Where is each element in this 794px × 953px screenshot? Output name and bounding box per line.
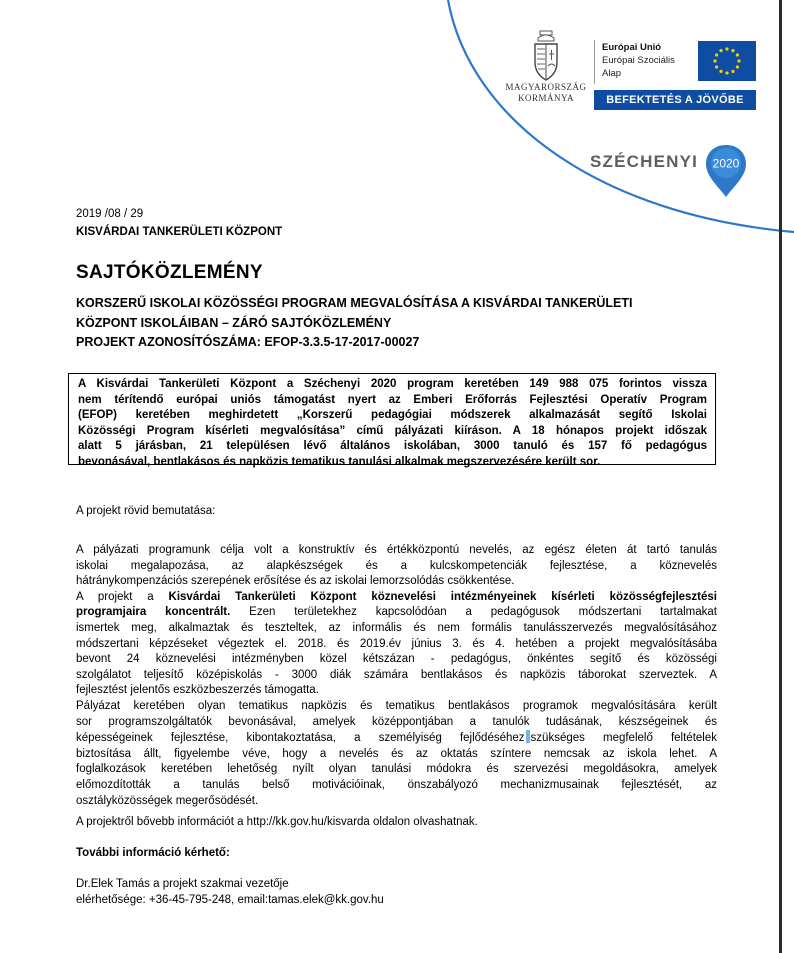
body-line: osztályközösségek megerősödését. xyxy=(76,794,259,807)
summary-line: bevonásával, bentlakásos és napközis tematikus tanulási alkalmak megszervezésére került sor. xyxy=(78,455,601,468)
szechenyi-year: 2020 xyxy=(712,156,740,171)
contact-block xyxy=(76,877,384,908)
eu-logo-block xyxy=(594,40,756,110)
body-line: bevont 24 köznevelési intézményben közel kétszázan - pedagógus, önkéntes segítő és közösségi xyxy=(76,653,717,666)
government-name-line1: MAGYARORSZÁG xyxy=(505,82,587,92)
summary-line: A Kisvárdai Tankerületi Központ a Széchenyi 2020 program keretében 149 988 075 forintos vissza xyxy=(78,378,707,390)
body-line: biztosítása állt, figyelembe véve, hogy a nevelés és az oktatás színtere nemcsak az iskola lehet. A xyxy=(76,747,717,760)
coat-of-arms-icon xyxy=(529,30,563,82)
organization-name: KISVÁRDAI TANKERÜLETI KÖZPONT xyxy=(76,226,283,238)
invest-banner: BEFEKTETÉS A JÖVŐBE xyxy=(594,90,756,110)
document-subtitle xyxy=(76,293,696,333)
summary-line: Közösségi Program kísérleti megvalósítása” című pályázati kiíráson. A 18 hónapos projekt időszak xyxy=(78,424,707,437)
eu-text xyxy=(602,41,675,80)
page-title: SAJTÓKÖZLEMÉNY xyxy=(76,262,263,283)
further-info-heading: További információ kérhető: xyxy=(76,847,230,859)
body-line: fejlesztést jelentős eszközbeszerzés támogatta. xyxy=(76,684,319,697)
szechenyi-label: SZÉCHENYI xyxy=(590,152,699,171)
body-line: módszertani képzéseket végeztek el. 2018. és 2019.év június 3. és 4. hetében a projekt megvalósításába xyxy=(76,637,717,650)
eu-flag-icon xyxy=(698,41,756,81)
subtitle-line: KORSZERŰ ISKOLAI KÖZÖSSÉGI PROGRAM MEGVALÓSÍTÁSA A KISVÁRDAI TANKERÜLETI xyxy=(76,296,633,310)
eu-line3: Alap xyxy=(602,68,622,79)
document-date: 2019 /08 / 29 xyxy=(76,208,144,220)
body-line: programjaira koncentrált. Ezen területekhez kapcsolódóan a pedagógusok módszertani tartalmakat xyxy=(76,606,717,619)
location-pin-icon xyxy=(703,143,749,199)
intro-heading: A projekt rövid bemutatása: xyxy=(76,505,216,517)
government-name-line2: KORMÁNYA xyxy=(517,93,574,103)
body-line: foglalkozások keretében lehetőség nyílt olyan tanulási módokra és szervezési megoldásokra, amelyek xyxy=(76,763,717,776)
body-line: A projekt a Kisvárdai Tankerületi Központ köznevelési intézményeinek kísérleti közösségfejlesztési xyxy=(76,590,717,603)
summary-box xyxy=(68,373,716,468)
body-line: A pályázati programunk célja volt a konstruktív és értékközpontú nevelés, az egész életen át tartó tanulás xyxy=(76,544,717,556)
szechenyi-logo xyxy=(590,143,760,203)
body-line: sor programszolgáltatók bevonásával, amelyek középpontjában a tanulók tudásának, készségeinek és xyxy=(76,715,717,728)
more-info-text: A projektről bővebb információt a http://kk.gov.hu/kisvarda oldalon olvashatnak. xyxy=(76,816,478,828)
text-cursor xyxy=(526,730,530,743)
body-line: szolgálatot teljesítő középiskolás - 3000 diák számára bentlakásos és napközis táborokat szerveztek. A xyxy=(76,668,717,681)
body-line: hátránykompenzációs szerepének erősítése és az iskolai lemorzsolódás csökkentése. xyxy=(76,575,515,588)
summary-line: (EFOP) keretében meghirdetett „Korszerű pedagógiai módszerek alkalmazását segítő Iskolai xyxy=(78,409,707,422)
summary-line: alatt 5 járásban, 21 településen lévő általános iskolában, 3000 tanuló és 157 fő pedagógus xyxy=(78,440,707,453)
contact-line: Dr.Elek Tamás a projekt szakmai vezetője xyxy=(76,878,289,890)
body-line: képességeinek fejlesztése, kibontakoztatása, a személyiség fejlődéséhez szükséges megfelelő feltételek xyxy=(76,732,717,745)
body-line: iskolai megalapozása, az alapkészségek és a kulcskompetenciák fejlesztése, a köznevelés xyxy=(76,559,717,572)
divider xyxy=(594,40,595,84)
contact-line: elérhetősége: +36-45-795-248, email:tamas.elek@kk.gov.hu xyxy=(76,893,384,906)
page-edge xyxy=(779,0,782,953)
eu-line2: Európai Szociális xyxy=(602,55,675,66)
body-text xyxy=(76,543,717,809)
government-logo xyxy=(503,30,589,104)
summary-line: nem térítendő európai uniós támogatást nyert az Emberi Erőforrás Fejlesztési Operatív Program xyxy=(78,393,707,406)
body-line: előmozdították a tanulás belső motivációinak, önszabályozó mechanizmusainak fejlesztését, az xyxy=(76,778,717,791)
subtitle-line: KÖZPONT ISKOLÁIBAN – ZÁRÓ SAJTÓKÖZLEMÉNY xyxy=(76,316,392,330)
project-id: PROJEKT AZONOSÍTÓSZÁMA: EFOP-3.3.5-17-2017-00027 xyxy=(76,335,420,349)
body-line: ismertek meg, alkalmaztak és teszteltek, az informális és nem formális tanulásszervezés megvalósításához xyxy=(76,621,717,634)
eu-line1: Európai Unió xyxy=(602,42,662,53)
body-line: Pályázat keretében olyan tematikus napközis és tematikus bentlakásos programok megvalósítására került xyxy=(76,699,717,712)
